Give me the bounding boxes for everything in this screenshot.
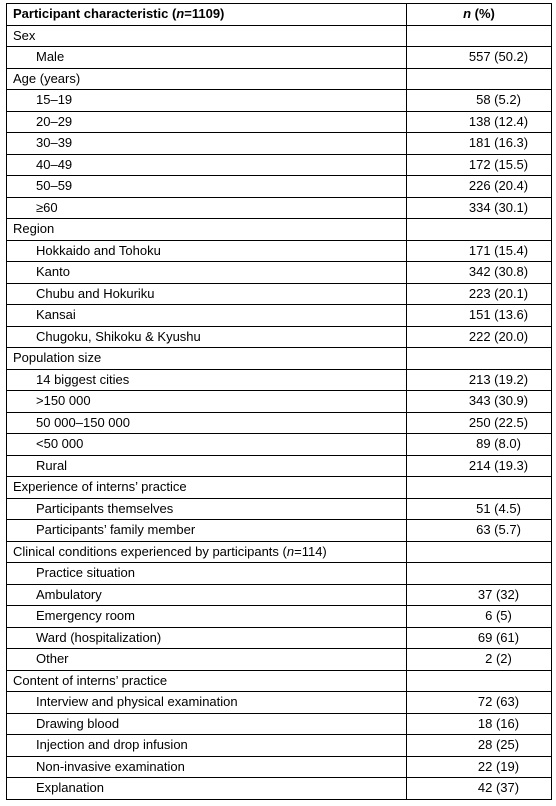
table-row bbox=[7, 219, 552, 241]
header-characteristic: Participant characteristic (n=1109) bbox=[7, 4, 407, 26]
row-label: Clinical conditions experienced by participants (n=114) bbox=[7, 541, 407, 563]
row-value: 22 (19) bbox=[407, 756, 552, 778]
table-row bbox=[7, 305, 552, 327]
row-value: 181 (16.3) bbox=[407, 133, 552, 155]
row-label: >150 000 bbox=[7, 391, 407, 413]
row-label: Emergency room bbox=[7, 606, 407, 628]
table-row bbox=[7, 692, 552, 714]
row-label: Age (years) bbox=[7, 68, 407, 90]
row-value: 171 (15.4) bbox=[407, 240, 552, 262]
table-row bbox=[7, 348, 552, 370]
table-row bbox=[7, 455, 552, 477]
row-label: Other bbox=[7, 649, 407, 671]
participant-characteristics-table bbox=[6, 3, 552, 800]
table-row bbox=[7, 90, 552, 112]
row-value: 226 (20.4) bbox=[407, 176, 552, 198]
table-row bbox=[7, 563, 552, 585]
table-row bbox=[7, 111, 552, 133]
row-label: Kansai bbox=[7, 305, 407, 327]
table-row bbox=[7, 262, 552, 284]
table-row bbox=[7, 606, 552, 628]
table-row bbox=[7, 735, 552, 757]
table-row bbox=[7, 627, 552, 649]
row-label: 50 000–150 000 bbox=[7, 412, 407, 434]
table-row bbox=[7, 756, 552, 778]
row-value bbox=[407, 541, 552, 563]
table-row bbox=[7, 326, 552, 348]
row-value: 334 (30.1) bbox=[407, 197, 552, 219]
table-row bbox=[7, 670, 552, 692]
row-label: Injection and drop infusion bbox=[7, 735, 407, 757]
row-label: Non-invasive examination bbox=[7, 756, 407, 778]
row-label: 15–19 bbox=[7, 90, 407, 112]
header-n-percent: n (%) bbox=[407, 4, 552, 26]
row-label: Participants themselves bbox=[7, 498, 407, 520]
row-label: Experience of interns’ practice bbox=[7, 477, 407, 499]
row-label: Ward (hospitalization) bbox=[7, 627, 407, 649]
row-value: 89 (8.0) bbox=[407, 434, 552, 456]
table-row bbox=[7, 713, 552, 735]
row-value: 151 (13.6) bbox=[407, 305, 552, 327]
row-label: Explanation bbox=[7, 778, 407, 800]
table-row bbox=[7, 412, 552, 434]
table-row bbox=[7, 47, 552, 69]
row-value: 172 (15.5) bbox=[407, 154, 552, 176]
table-row bbox=[7, 68, 552, 90]
row-label: Ambulatory bbox=[7, 584, 407, 606]
row-value bbox=[407, 25, 552, 47]
row-value: 58 (5.2) bbox=[407, 90, 552, 112]
table-row bbox=[7, 498, 552, 520]
row-label: <50 000 bbox=[7, 434, 407, 456]
row-value: 222 (20.0) bbox=[407, 326, 552, 348]
row-label: Chubu and Hokuriku bbox=[7, 283, 407, 305]
table-row bbox=[7, 391, 552, 413]
table-row bbox=[7, 25, 552, 47]
row-value: 42 (37) bbox=[407, 778, 552, 800]
table-body bbox=[7, 25, 552, 799]
row-value: 557 (50.2) bbox=[407, 47, 552, 69]
row-label: Kanto bbox=[7, 262, 407, 284]
row-label: ≥60 bbox=[7, 197, 407, 219]
row-label: 20–29 bbox=[7, 111, 407, 133]
row-value: 223 (20.1) bbox=[407, 283, 552, 305]
row-value: 2 (2) bbox=[407, 649, 552, 671]
row-value bbox=[407, 563, 552, 585]
row-label: 14 biggest cities bbox=[7, 369, 407, 391]
table-row bbox=[7, 520, 552, 542]
row-value bbox=[407, 348, 552, 370]
row-label: Rural bbox=[7, 455, 407, 477]
table-row bbox=[7, 778, 552, 800]
row-label: Interview and physical examination bbox=[7, 692, 407, 714]
row-label: Content of interns’ practice bbox=[7, 670, 407, 692]
table-row bbox=[7, 541, 552, 563]
table-row bbox=[7, 369, 552, 391]
row-label: Population size bbox=[7, 348, 407, 370]
row-label: 50–59 bbox=[7, 176, 407, 198]
row-label: 30–39 bbox=[7, 133, 407, 155]
row-label: 40–49 bbox=[7, 154, 407, 176]
table-row bbox=[7, 176, 552, 198]
table-row bbox=[7, 197, 552, 219]
row-value bbox=[407, 219, 552, 241]
row-value: 18 (16) bbox=[407, 713, 552, 735]
row-label: Region bbox=[7, 219, 407, 241]
row-label: Sex bbox=[7, 25, 407, 47]
row-label: Practice situation bbox=[7, 563, 407, 585]
row-value: 342 (30.8) bbox=[407, 262, 552, 284]
table-header-row bbox=[7, 4, 552, 26]
row-label: Chugoku, Shikoku & Kyushu bbox=[7, 326, 407, 348]
row-value bbox=[407, 68, 552, 90]
row-value: 214 (19.3) bbox=[407, 455, 552, 477]
table-row bbox=[7, 584, 552, 606]
row-value: 138 (12.4) bbox=[407, 111, 552, 133]
table-row bbox=[7, 283, 552, 305]
row-value: 72 (63) bbox=[407, 692, 552, 714]
row-value: 213 (19.2) bbox=[407, 369, 552, 391]
table-row bbox=[7, 649, 552, 671]
row-value: 6 (5) bbox=[407, 606, 552, 628]
row-label: Participants’ family member bbox=[7, 520, 407, 542]
table-row bbox=[7, 240, 552, 262]
row-label: Hokkaido and Tohoku bbox=[7, 240, 407, 262]
row-value: 63 (5.7) bbox=[407, 520, 552, 542]
row-value: 69 (61) bbox=[407, 627, 552, 649]
row-value: 51 (4.5) bbox=[407, 498, 552, 520]
row-value bbox=[407, 670, 552, 692]
table-row bbox=[7, 133, 552, 155]
row-value: 28 (25) bbox=[407, 735, 552, 757]
row-label: Male bbox=[7, 47, 407, 69]
row-value: 37 (32) bbox=[407, 584, 552, 606]
row-value: 343 (30.9) bbox=[407, 391, 552, 413]
row-value bbox=[407, 477, 552, 499]
row-value: 250 (22.5) bbox=[407, 412, 552, 434]
table-row bbox=[7, 434, 552, 456]
row-label: Drawing blood bbox=[7, 713, 407, 735]
table-row bbox=[7, 154, 552, 176]
table-row bbox=[7, 477, 552, 499]
